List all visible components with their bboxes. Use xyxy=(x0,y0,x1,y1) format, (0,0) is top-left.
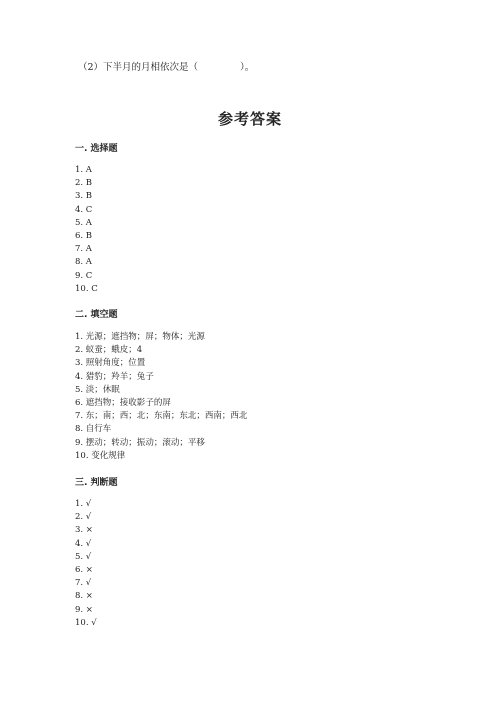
list-item: 6. B xyxy=(75,230,93,241)
answer-list-judge xyxy=(75,498,97,630)
list-item: 9. 摆动；转动；振动；滚动；平移 xyxy=(75,437,205,448)
list-item: 4. √ xyxy=(75,538,92,549)
section-heading-judge: 三. 判断题 xyxy=(75,478,118,488)
list-item: 3. 照射角度；位置 xyxy=(75,358,146,369)
section-heading-choice: 一. 选择题 xyxy=(75,144,118,154)
list-item: 5. √ xyxy=(75,551,92,562)
list-item: 3. × xyxy=(75,525,93,536)
answer-list-choice xyxy=(75,164,98,296)
list-item: 7. 东；南；西；北；东南；东北；西南；西北 xyxy=(75,411,248,422)
list-item: 3. B xyxy=(75,191,93,202)
question-text-after: ）。 xyxy=(240,62,255,73)
list-item: 1. 光源；遮挡物；屏；物体；光源 xyxy=(75,332,205,342)
list-item: 9. C xyxy=(75,270,93,281)
list-item: 6. × xyxy=(75,564,93,575)
list-item: 10. C xyxy=(75,283,98,294)
list-item: 4. C xyxy=(75,204,93,215)
answer-list-fill xyxy=(75,331,247,463)
list-item: 1. A xyxy=(75,165,92,175)
list-item: 6. 遮挡物；接收影子的屏 xyxy=(75,397,171,408)
question-line xyxy=(78,61,254,75)
list-item: 10. 变化规律 xyxy=(75,450,126,461)
list-item: 2. B xyxy=(75,178,93,189)
list-item: 8. A xyxy=(75,257,92,268)
list-item: 5. A xyxy=(75,217,92,228)
list-item: 2. 蚁蚕；蛾皮；4 xyxy=(75,345,143,356)
question-text-before: （2）下半月的月相依次是（ xyxy=(78,62,199,73)
list-item: 9. × xyxy=(75,604,93,615)
list-item: 2. √ xyxy=(75,512,92,523)
list-item: 7. A xyxy=(75,244,92,255)
list-item: 8. × xyxy=(75,591,93,602)
list-item: 5. 淡；休眠 xyxy=(75,384,120,395)
list-item: 1. √ xyxy=(75,499,92,509)
list-item: 7. √ xyxy=(75,578,92,589)
list-item: 10. √ xyxy=(75,617,97,628)
section-heading-fill: 二. 填空题 xyxy=(75,310,118,320)
list-item: 8. 自行车 xyxy=(75,424,112,435)
answer-key-title: 参考答案 xyxy=(217,110,282,128)
list-item: 4. 猎豹；羚羊；兔子 xyxy=(75,371,154,382)
